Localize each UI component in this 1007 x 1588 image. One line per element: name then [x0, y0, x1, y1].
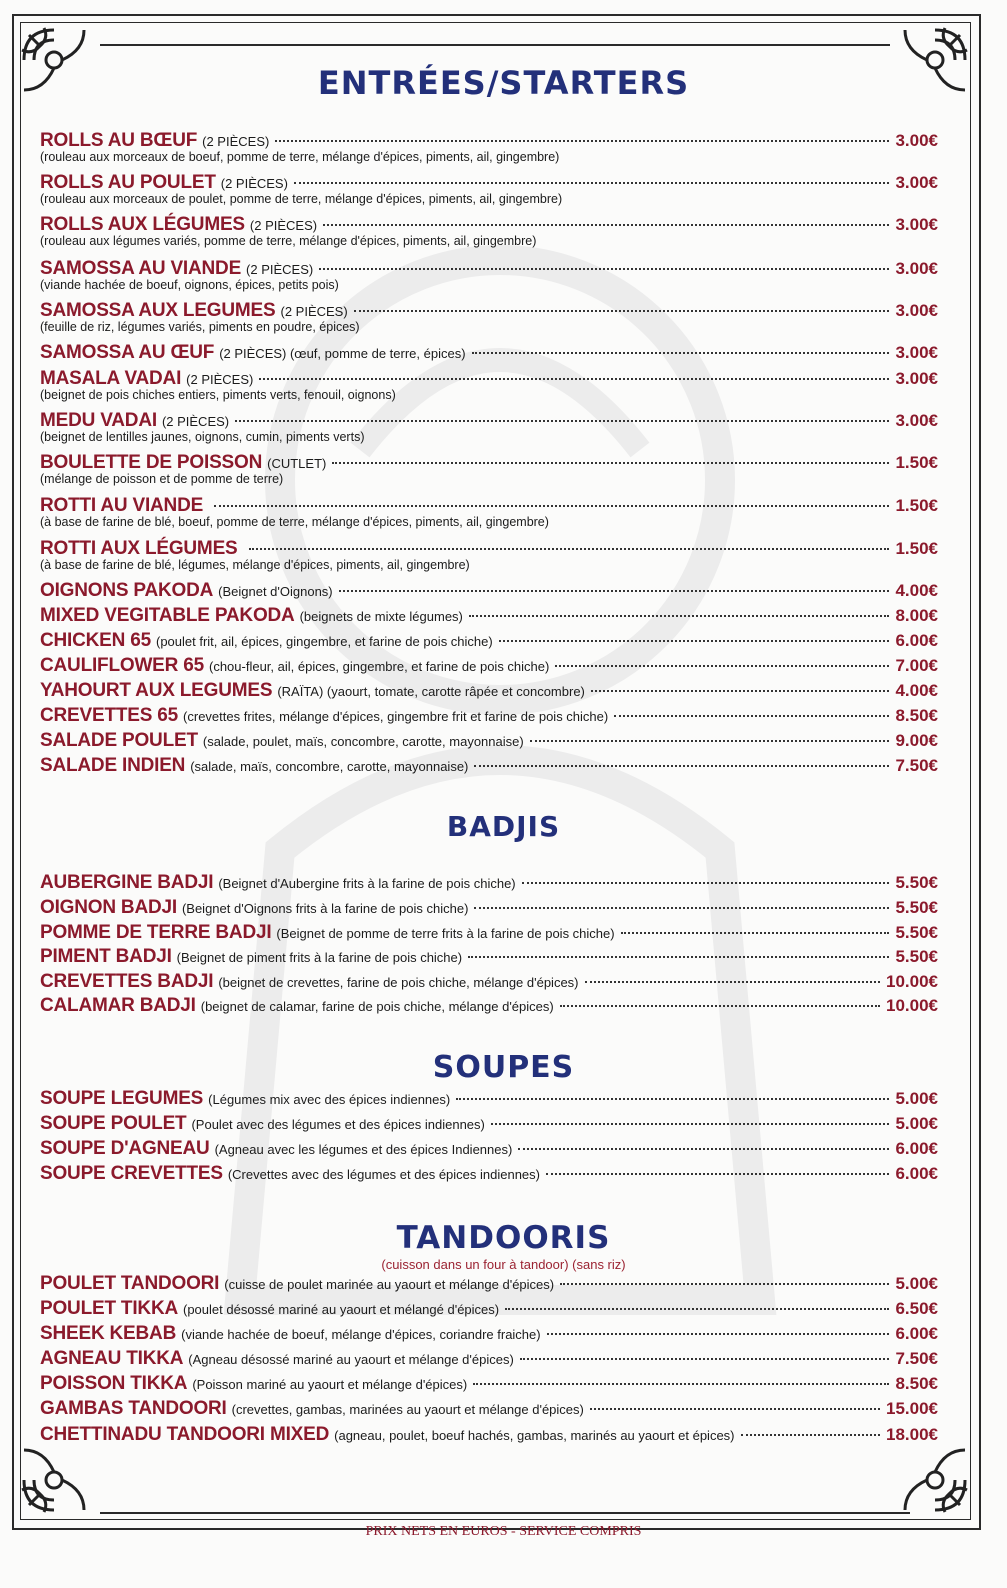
- dot-leader: [560, 1283, 889, 1285]
- menu-item-price: 7.50€: [895, 1349, 938, 1368]
- menu-item-description: (2 PIÈCES): [280, 304, 348, 319]
- menu-item-note: (rouleau aux légumes variés, pomme de terre, mélange d'épices, piments, ail, gingembre): [40, 234, 537, 248]
- dot-leader: [590, 1408, 880, 1410]
- menu-item-name: CREVETTES BADJI: [40, 971, 214, 992]
- menu-item-name: AUBERGINE BADJI: [40, 872, 214, 893]
- menu-item-name: SOUPE LEGUMES: [40, 1088, 204, 1109]
- menu-item-price: 1.50€: [895, 539, 938, 558]
- menu-item-price: 10.00€: [886, 996, 938, 1015]
- section-title-badjis: BADJIS: [446, 810, 561, 843]
- menu-item-description: (Beignet d'Aubergine frits à la farine de pois chiche): [218, 876, 516, 891]
- dot-leader: [614, 715, 889, 717]
- menu-item-name: CAULIFLOWER 65: [40, 655, 204, 676]
- dot-leader: [472, 352, 890, 354]
- menu-item-name: POMME DE TERRE BADJI: [40, 922, 272, 943]
- menu-item-description: (Beignet de pomme de terre frits à la farine de pois chiche): [276, 926, 615, 941]
- menu-item-description: (2 PIÈCES): [249, 218, 318, 233]
- menu-item-row: [40, 1113, 938, 1135]
- menu-item-name: SALADE POULET: [40, 730, 198, 751]
- menu-item-row: [40, 258, 938, 280]
- menu-item-price: 1.50€: [895, 453, 938, 472]
- footer-rule: [100, 1512, 910, 1514]
- menu-item-row: [40, 410, 938, 432]
- menu-item-description: (CUTLET): [267, 456, 327, 471]
- menu-item-description: (chou-fleur, ail, épices, gingembre, et farine de pois chiche): [208, 659, 550, 674]
- tandooris-subtitle: (cuisson dans un four à tandoor) (sans riz): [381, 1257, 626, 1272]
- menu-item-price: 8.00€: [895, 606, 938, 625]
- menu-item-row: [40, 1398, 938, 1420]
- dot-leader: [354, 310, 890, 312]
- menu-item-name: ROLLS AU POULET: [40, 172, 216, 193]
- menu-item-price: 10.00€: [886, 972, 938, 991]
- menu-item-name: PIMENT BADJI: [40, 946, 172, 967]
- dot-leader: [275, 140, 889, 142]
- menu-item-description: (2 PIÈCES): [186, 372, 254, 387]
- menu-item-note: (à base de farine de blé, boeuf, pomme de terre, mélange d'épices, piments, ail, gingembre): [40, 515, 549, 529]
- menu-item-row: [40, 655, 938, 677]
- menu-item-description: (beignet de crevettes, farine de pois chiche, mélange d'épices): [218, 975, 579, 990]
- section-title-tandooris: TANDOORIS: [396, 1220, 611, 1256]
- menu-item-name: OIGNON BADJI: [40, 897, 177, 918]
- menu-item-name: CHICKEN 65: [40, 630, 151, 651]
- menu-item-row: [40, 897, 938, 919]
- menu-item-row: [40, 1424, 938, 1446]
- menu-item-price: 15.00€: [886, 1399, 938, 1418]
- menu-item-note: (rouleau aux morceaux de poulet, pomme de terre, mélange d'épices, piments, ail, gingembre): [40, 192, 563, 206]
- flourish-ornament-icon: [895, 1440, 975, 1520]
- dot-leader: [332, 462, 889, 464]
- menu-item-description: (Agneau avec les légumes et des épices Indiennes): [214, 1142, 513, 1157]
- top-rule: [100, 44, 890, 46]
- menu-item-row: [40, 680, 938, 702]
- menu-item-row: [40, 946, 938, 968]
- menu-item-description: (Agneau désossé mariné au yaourt et mélange d'épices): [188, 1352, 514, 1367]
- menu-item-row: [40, 300, 938, 322]
- menu-item-row: [40, 872, 938, 894]
- dot-leader: [520, 1358, 890, 1360]
- menu-item-row: [40, 1138, 938, 1160]
- menu-item-price: 5.00€: [895, 1114, 938, 1133]
- menu-item-description: (2 PIÈCES): [202, 134, 270, 149]
- menu-item-price: 5.00€: [895, 1089, 938, 1108]
- menu-item-price: 6.00€: [895, 1139, 938, 1158]
- dot-leader: [499, 640, 890, 642]
- menu-item-row: [40, 538, 938, 560]
- dot-leader: [235, 420, 889, 422]
- section-title-starters: ENTRÉES/STARTERS: [317, 64, 690, 102]
- menu-item-name: SOUPE POULET: [40, 1113, 187, 1134]
- menu-item-name: SHEEK KEBAB: [40, 1323, 177, 1344]
- dot-leader: [323, 224, 889, 226]
- menu-item-name: MASALA VADAI: [40, 368, 182, 389]
- menu-item-row: [40, 922, 938, 944]
- menu-item-row: [40, 214, 938, 236]
- dot-leader: [319, 268, 889, 270]
- dot-leader: [741, 1434, 881, 1436]
- menu-item-note: (mélange de poisson et de pomme de terre): [40, 472, 284, 486]
- dot-leader: [249, 548, 890, 550]
- dot-leader: [259, 378, 889, 380]
- menu-item-name: ROLLS AUX LÉGUMES: [40, 214, 245, 235]
- footer-note: PRIX NETS EN EUROS - SERVICE COMPRIS: [365, 1524, 642, 1539]
- menu-item-row: [40, 368, 938, 390]
- menu-item-price: 3.00€: [895, 131, 938, 150]
- dot-leader: [621, 932, 890, 934]
- menu-item-description: (2 PIÈCES): [246, 262, 314, 277]
- menu-item-description: (2 PIÈCES) (œuf, pomme de terre, épices): [219, 346, 466, 361]
- dot-leader: [530, 740, 890, 742]
- menu-item-name: MIXED VEGITABLE PAKODA: [40, 605, 295, 626]
- menu-item-name: OIGNONS PAKODA: [40, 580, 214, 601]
- menu-item-price: 3.00€: [895, 411, 938, 430]
- menu-item-row: [40, 1088, 938, 1110]
- menu-item-price: 18.00€: [886, 1425, 938, 1444]
- menu-item-row: [40, 495, 938, 517]
- dot-leader: [522, 882, 890, 884]
- menu-item-price: 5.00€: [895, 1274, 938, 1293]
- menu-item-description: (Beignet de piment frits à la farine de pois chiche): [176, 950, 463, 965]
- menu-item-name: SALADE INDIEN: [40, 755, 186, 776]
- menu-item-price: 5.50€: [895, 898, 938, 917]
- flourish-ornament-icon: [14, 1440, 94, 1520]
- menu-item-description: (beignets de mixte légumes): [299, 609, 463, 624]
- menu-item-price: 1.50€: [895, 496, 938, 515]
- dot-leader: [505, 1308, 889, 1310]
- dot-leader: [474, 765, 889, 767]
- dot-leader: [214, 505, 889, 507]
- dot-leader: [560, 1005, 880, 1007]
- menu-item-name: SAMOSSA AUX LEGUMES: [40, 300, 276, 321]
- menu-item-description: (poulet frit, ail, épices, gingembre, et farine de pois chiche): [155, 634, 493, 649]
- menu-item-price: 6.50€: [895, 1299, 938, 1318]
- menu-item-note: (feuille de riz, légumes variés, piments en poudre, épices): [40, 320, 360, 334]
- menu-item-price: 8.50€: [895, 706, 938, 725]
- dot-leader: [591, 690, 890, 692]
- menu-item-description: (salade, maïs, concombre, carotte, mayonnaise): [190, 759, 469, 774]
- menu-item-price: 6.00€: [895, 631, 938, 650]
- menu-item-description: (Beignet d'Oignons): [218, 584, 333, 599]
- menu-item-name: SOUPE CREVETTES: [40, 1163, 223, 1184]
- menu-item-row: [40, 1323, 938, 1345]
- menu-item-description: (salade, poulet, maïs, concombre, carotte, mayonnaise): [202, 734, 524, 749]
- menu-item-description: (RAÏTA) (yaourt, tomate, carotte râpée et concombre): [277, 684, 585, 699]
- menu-item-description: (Légumes mix avec des épices indiennes): [208, 1092, 451, 1107]
- menu-item-price: 4.00€: [895, 581, 938, 600]
- menu-item-description: (crevettes, gambas, marinées au yaourt et mélange d'épices): [231, 1402, 584, 1417]
- dot-leader: [546, 1173, 889, 1175]
- menu-item-price: 6.00€: [895, 1164, 938, 1183]
- section-title-soupes: SOUPES: [432, 1050, 575, 1085]
- menu-item-row: [40, 130, 938, 152]
- menu-item-description: (Crevettes avec des légumes et des épices indiennes): [227, 1167, 540, 1182]
- dot-leader: [474, 907, 889, 909]
- dot-leader: [469, 615, 890, 617]
- menu-item-name: POULET TIKKA: [40, 1298, 178, 1319]
- dot-leader: [491, 1123, 890, 1125]
- menu-item-price: 6.00€: [895, 1324, 938, 1343]
- menu-item-note: (viande hachée de boeuf, oignons, épices, petits pois): [40, 278, 339, 292]
- dot-leader: [468, 956, 889, 958]
- dot-leader: [518, 1148, 889, 1150]
- dot-leader: [339, 590, 890, 592]
- menu-item-row: [40, 730, 938, 752]
- menu-item-description: (poulet désossé mariné au yaourt et mélangé d'épices): [183, 1302, 500, 1317]
- menu-item-name: GAMBAS TANDOORI: [40, 1398, 227, 1419]
- menu-item-description: (2 PIÈCES): [220, 176, 288, 191]
- menu-item-description: (Poisson mariné au yaourt et mélange d'épices): [192, 1377, 468, 1392]
- dot-leader: [456, 1098, 889, 1100]
- menu-item-name: CHETTINADU TANDOORI MIXED: [40, 1424, 330, 1445]
- menu-item-row: [40, 755, 938, 777]
- menu-item-row: [40, 705, 938, 727]
- menu-item-row: [40, 971, 938, 993]
- menu-item-name: YAHOURT AUX LEGUMES: [40, 680, 273, 701]
- menu-item-price: 9.00€: [895, 731, 938, 750]
- menu-item-description: (Beignet d'Oignons frits à la farine de pois chiche): [181, 901, 469, 916]
- menu-item-description: (viande hachée de boeuf, mélange d'épices, coriandre fraiche): [181, 1327, 541, 1342]
- menu-item-row: [40, 1373, 938, 1395]
- menu-item-row: [40, 1298, 938, 1320]
- menu-item-price: 3.00€: [895, 259, 938, 278]
- menu-item-name: ROTTI AU VIANDE: [40, 495, 204, 516]
- menu-item-price: 3.00€: [895, 343, 938, 362]
- menu-item-row: [40, 452, 938, 474]
- menu-item-row: [40, 172, 938, 194]
- menu-item-name: AGNEAU TIKKA: [40, 1348, 184, 1369]
- menu-item-name: POISSON TIKKA: [40, 1373, 188, 1394]
- menu-item-price: 3.00€: [895, 301, 938, 320]
- menu-item-price: 5.50€: [895, 873, 938, 892]
- dot-leader: [473, 1383, 889, 1385]
- menu-item-price: 7.00€: [895, 656, 938, 675]
- dot-leader: [294, 182, 890, 184]
- menu-item-description: (cuisse de poulet marinée au yaourt et mélange d'épices): [224, 1277, 555, 1292]
- menu-item-description: (beignet de calamar, farine de pois chiche, mélange d'épices): [200, 999, 554, 1014]
- menu-item-row: [40, 342, 938, 364]
- menu-item-description: (agneau, poulet, boeuf hachés, gambas, marinés au yaourt et épices): [334, 1428, 735, 1443]
- menu-item-description: (Poulet avec des légumes et des épices indiennes): [191, 1117, 485, 1132]
- menu-item-price: 7.50€: [895, 756, 938, 775]
- menu-item-row: [40, 605, 938, 627]
- menu-item-price: 4.00€: [895, 681, 938, 700]
- menu-item-note: (beignet de lentilles jaunes, oignons, cumin, piments verts): [40, 430, 365, 444]
- menu-item-price: 5.50€: [895, 923, 938, 942]
- menu-item-name: SOUPE D'AGNEAU: [40, 1138, 210, 1159]
- menu-item-description: (2 PIÈCES): [161, 414, 230, 429]
- menu-item-row: [40, 580, 938, 602]
- menu-item-description: (crevettes frites, mélange d'épices, gingembre frit et farine de pois chiche): [183, 709, 609, 724]
- menu-item-name: CREVETTES 65: [40, 705, 179, 726]
- menu-item-name: POULET TANDOORI: [40, 1273, 220, 1294]
- dot-leader: [555, 665, 889, 667]
- menu-item-name: CALAMAR BADJI: [40, 995, 196, 1016]
- menu-item-price: 3.00€: [895, 173, 938, 192]
- dot-leader: [585, 981, 880, 983]
- menu-item-row: [40, 630, 938, 652]
- menu-item-row: [40, 1273, 938, 1295]
- menu-item-row: [40, 995, 938, 1017]
- dot-leader: [547, 1333, 890, 1335]
- menu-item-name: ROLLS AU BŒUF: [40, 130, 198, 151]
- menu-item-name: SAMOSSA AU ŒUF: [40, 342, 215, 363]
- menu-item-name: ROTTI AUX LÉGUMES: [40, 538, 238, 559]
- menu-item-name: MEDU VADAI: [40, 410, 157, 431]
- menu-item-price: 5.50€: [895, 947, 938, 966]
- menu-item-note: (beignet de pois chiches entiers, piments verts, fenouil, oignons): [40, 388, 396, 402]
- menu-item-note: (rouleau aux morceaux de boeuf, pomme de terre, mélange d'épices, piments, ail, gingembre): [40, 150, 560, 164]
- menu-item-note: (à base de farine de blé, légumes, mélange d'épices, piments, ail, gingembre): [40, 558, 470, 572]
- menu-item-price: 3.00€: [895, 215, 938, 234]
- menu-item-price: 3.00€: [895, 369, 938, 388]
- menu-item-name: BOULETTE DE POISSON: [40, 452, 263, 473]
- menu-item-name: SAMOSSA AU VIANDE: [40, 258, 242, 279]
- menu-item-price: 8.50€: [895, 1374, 938, 1393]
- menu-item-row: [40, 1163, 938, 1185]
- menu-item-row: [40, 1348, 938, 1370]
